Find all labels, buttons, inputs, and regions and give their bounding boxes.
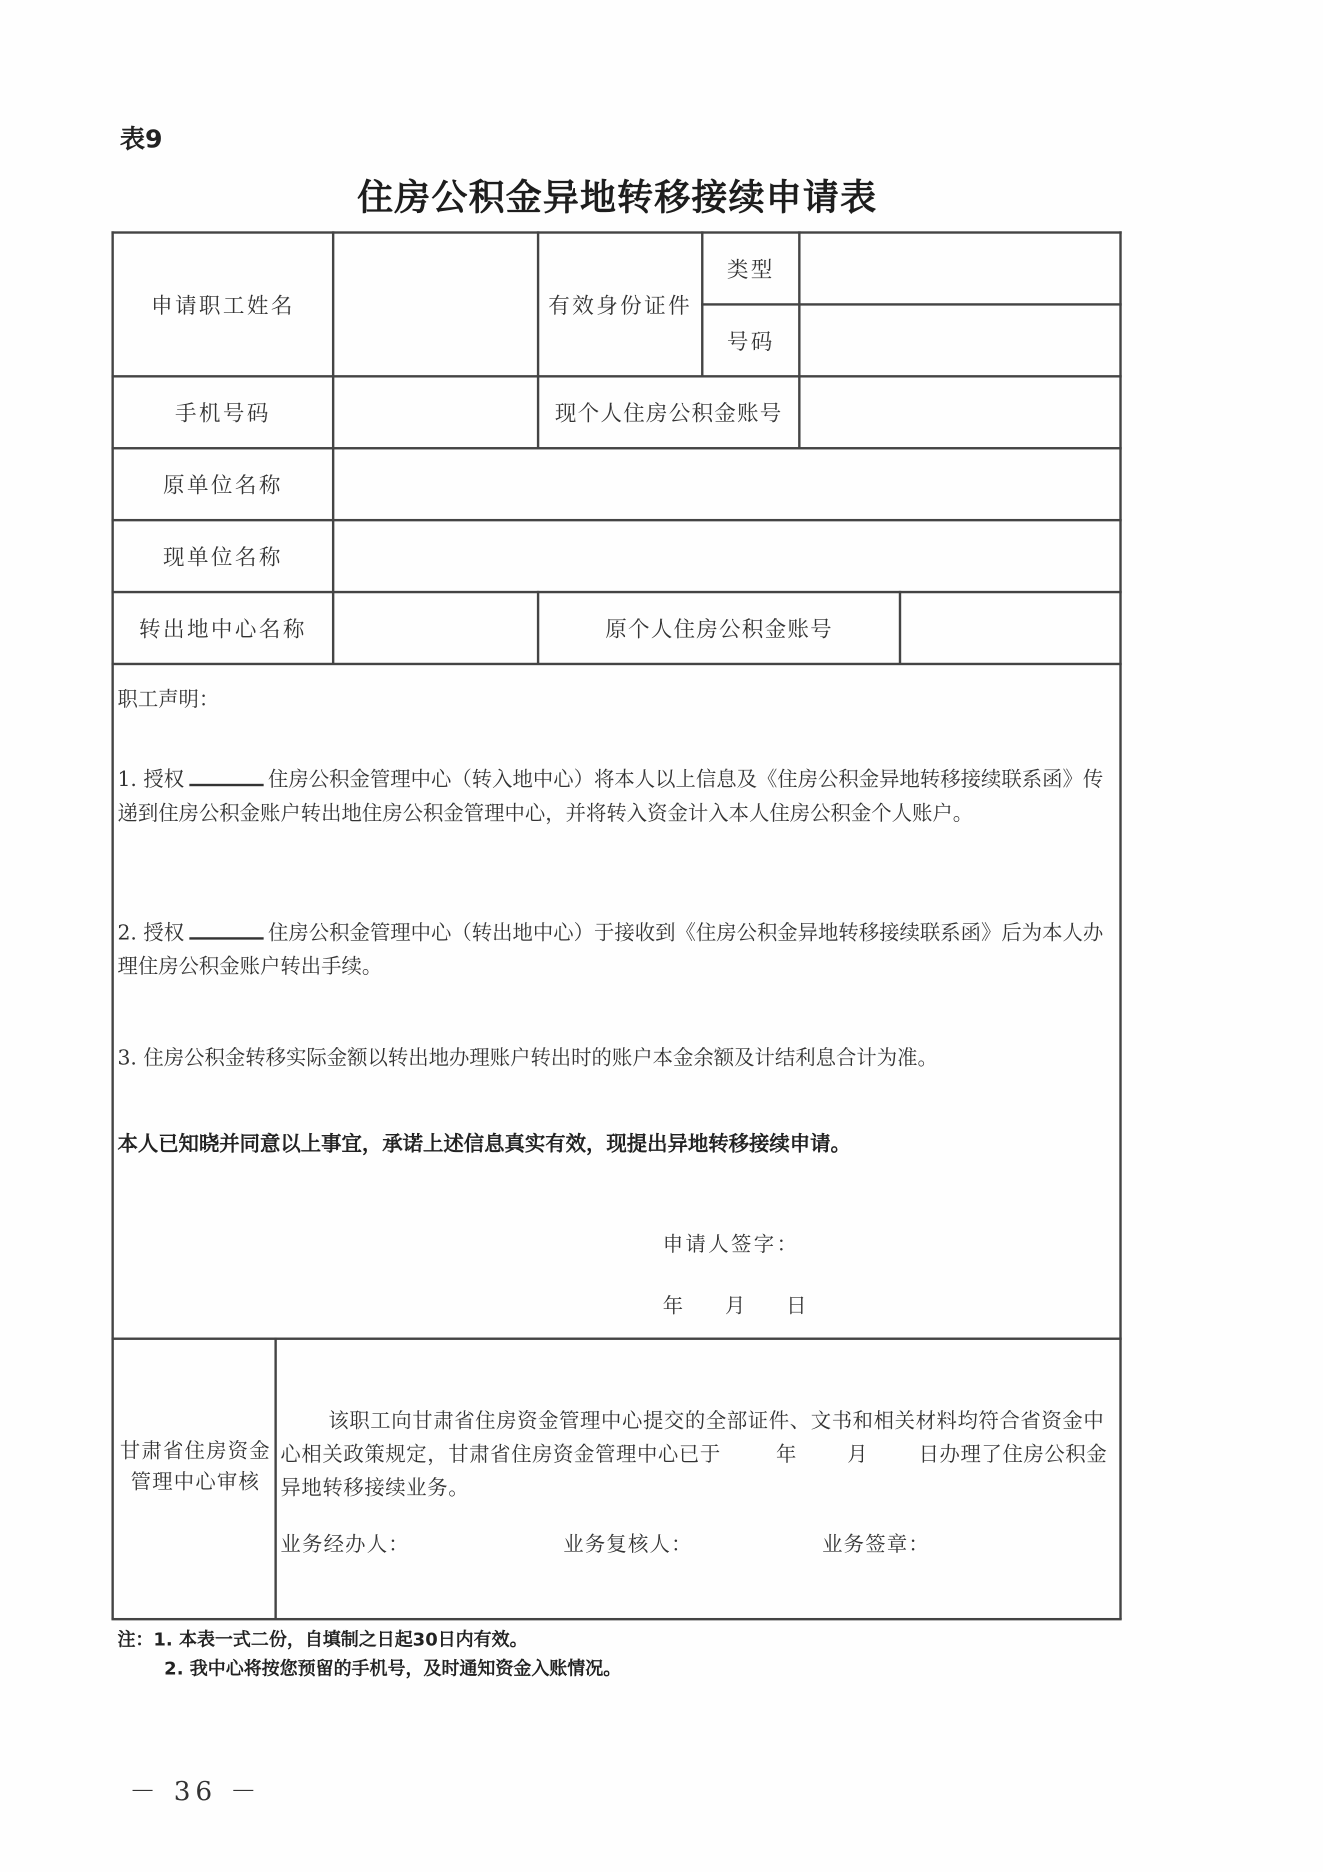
current-account-label: 现个人住房公积金账号 [554, 401, 783, 427]
current-unit-label: 现单位名称 [162, 545, 283, 571]
orig-unit-field[interactable] [334, 449, 1119, 519]
review-month: 月 [847, 1442, 869, 1467]
id-type-field[interactable] [801, 234, 1120, 304]
note-2: 2. 我中心将按您预留的手机号，及时通知资金入账情况。 [164, 1657, 622, 1680]
date-year: 年 [662, 1294, 686, 1319]
id-type-label: 类型 [726, 257, 775, 283]
mobile-field[interactable] [334, 378, 537, 448]
orig-unit-label: 原单位名称 [162, 473, 283, 499]
note-1: 注：1. 本表一式二份，自填制之日起30日内有效。 [117, 1628, 528, 1651]
review-label: 甘肃省住房资金管理中心审核 [119, 1439, 271, 1495]
review-statement [280, 1405, 1119, 1506]
handler-label: 业务经办人： [280, 1532, 410, 1557]
current-unit-field[interactable] [334, 521, 1119, 591]
page-number: － 36 － [129, 1777, 262, 1808]
consent-statement: 本人已知晓并同意以上事宜，承诺上述信息真实有效，现提出异地转移接续申请。 [117, 1132, 851, 1157]
review-day: 日 [918, 1442, 940, 1467]
table-border-bottom [111, 1618, 1121, 1620]
item1-text: 住房公积金管理中心（转入地中心）将本人以上信息及《住房公积金异地转移接续联系函》传递到住房公积金账户转出地住房公积金管理中心，并将转入资金计入本人住房公积金个人账户。 [117, 768, 1104, 826]
review-text-1: 该职工向甘肃省住房资金管理中心提交的全部证件、文书和相关材料均符合省资金中心相关政策规定，甘肃省住房资金管理中心已于 [280, 1409, 1105, 1467]
item2-prefix: 2. 授权 [117, 921, 185, 946]
table-border-right [1119, 231, 1121, 1619]
item2-text: 住房公积金管理中心（转出地中心）于接收到《住房公积金异地转移接续联系函》后为本人办理住房公积金账户转出手续。 [117, 921, 1104, 980]
item1-prefix: 1. 授权 [117, 768, 185, 793]
id-number-field[interactable] [801, 306, 1120, 376]
table-number: 表9 [119, 124, 163, 154]
item2-blank[interactable] [189, 918, 263, 940]
name-field[interactable] [334, 234, 537, 375]
orig-account-field[interactable] [901, 593, 1119, 663]
name-label: 申请职工姓名 [150, 293, 295, 319]
review-text-2: 办理了住房公积金异地转移接续业务。 [280, 1442, 1108, 1501]
current-account-field[interactable] [801, 378, 1120, 448]
out-center-field[interactable] [334, 593, 537, 663]
declaration-heading: 职工声明： [117, 687, 220, 712]
declaration-item-2 [117, 917, 1107, 984]
form-title: 住房公积金异地转移接续申请表 [357, 177, 878, 220]
table-line-declaration [111, 1338, 1121, 1340]
date-day: 日 [786, 1294, 809, 1319]
orig-account-label: 原个人住房公积金账号 [605, 617, 833, 643]
declaration-item-1 [117, 763, 1107, 830]
review-year: 年 [775, 1442, 797, 1467]
checker-label: 业务复核人： [563, 1532, 693, 1557]
mobile-label: 手机号码 [174, 401, 271, 427]
seal-label: 业务签章： [822, 1532, 930, 1557]
declaration-item-3: 3. 住房公积金转移实际金额以转出地办理账户转出时的账户本金余额及计结利息合计为准。 [117, 1046, 938, 1071]
item1-blank[interactable] [189, 765, 263, 787]
id-label: 有效身份证件 [548, 293, 693, 319]
out-center-label: 转出地中心名称 [139, 617, 307, 643]
id-number-label: 号码 [726, 329, 775, 355]
date-month: 月 [725, 1294, 748, 1319]
table-line-row5 [111, 663, 1121, 665]
signature-label: 申请人签字： [662, 1233, 800, 1258]
